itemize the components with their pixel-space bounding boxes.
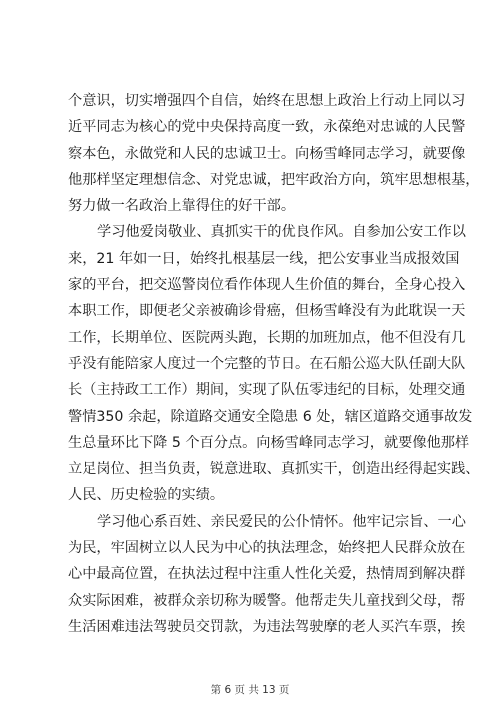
text-line: 个意识，切实增强四个自信，始终在思想上政治上行动上同以习 <box>68 93 466 109</box>
text-line: 长（主持政工工作）期间，实现了队伍零违纪的目标，处理交通 <box>68 382 466 399</box>
text-line: 为民，牢固树立以人民为中心的执法理念，始终把人民群众放在 <box>68 540 466 557</box>
page-footer <box>0 682 500 697</box>
text-line: 生活困难违法驾驶员交罚款，为违法驾驶摩的老人买汽车票，挨 <box>68 618 466 635</box>
paragraph-first-line: 学习他爱岗敬业、真抓实干的优良作风。自参加公安工作以 <box>97 224 466 241</box>
text-line: 本职工作，即便老父亲被确诊骨癌，但杨雪峰没有为此耽误一天 <box>68 303 466 320</box>
text-line: 来，21 年如一日，始终扎根基层一线，把公安事业当成报效国 <box>68 250 460 267</box>
text-line: 他那样坚定理想信念、对党忠诚，把牢政治方向，筑牢思想根基， <box>68 171 480 188</box>
text-line: 立足岗位、担当负责，锐意进取、真抓实干，创造出经得起实践、 <box>68 461 480 478</box>
text-line: 众实际困难，被群众亲切称为暖警。他帮走失儿童找到父母，帮 <box>68 592 466 609</box>
paragraph-first-line: 学习他心系百姓、亲民爱民的公仆情怀。他牢记宗旨、一心 <box>97 513 466 530</box>
text-line: 生总量环比下降 5 个百分点。向杨雪峰同志学习，就要像他那样 <box>68 434 470 451</box>
text-line: 警情350 余起，除道路交通安全隐患 6 处，辖区道路交通事故发 <box>68 408 473 425</box>
text-line: 近平同志为核心的党中央保持高度一致，永葆绝对忠诚的人民警 <box>68 119 466 136</box>
text-line: 心中最高位置，在执法过程中注重人性化关爱，热情周到解决群 <box>68 566 466 583</box>
text-line: 家的平台，把交巡警岗位看作体现人生价值的舞台，全身心投入 <box>68 277 466 294</box>
text-line: 乎没有能陪家人度过一个完整的节日。在石船公巡大队任副大队 <box>68 355 466 372</box>
body-text <box>68 88 480 640</box>
page-number-label: 第 6 页 共 13 页 <box>210 684 290 696</box>
text-line: 努力做一名政治上靠得住的好干部。 <box>68 198 296 215</box>
text-line: 察本色，永做党和人民的忠诚卫士。向杨雪峰同志学习，就要像 <box>68 145 466 162</box>
text-line: 人民、历史检验的实绩。 <box>68 487 225 504</box>
text-line: 工作，长期单位、医院两头跑，长期的加班加点，他不但没有几 <box>68 329 466 346</box>
